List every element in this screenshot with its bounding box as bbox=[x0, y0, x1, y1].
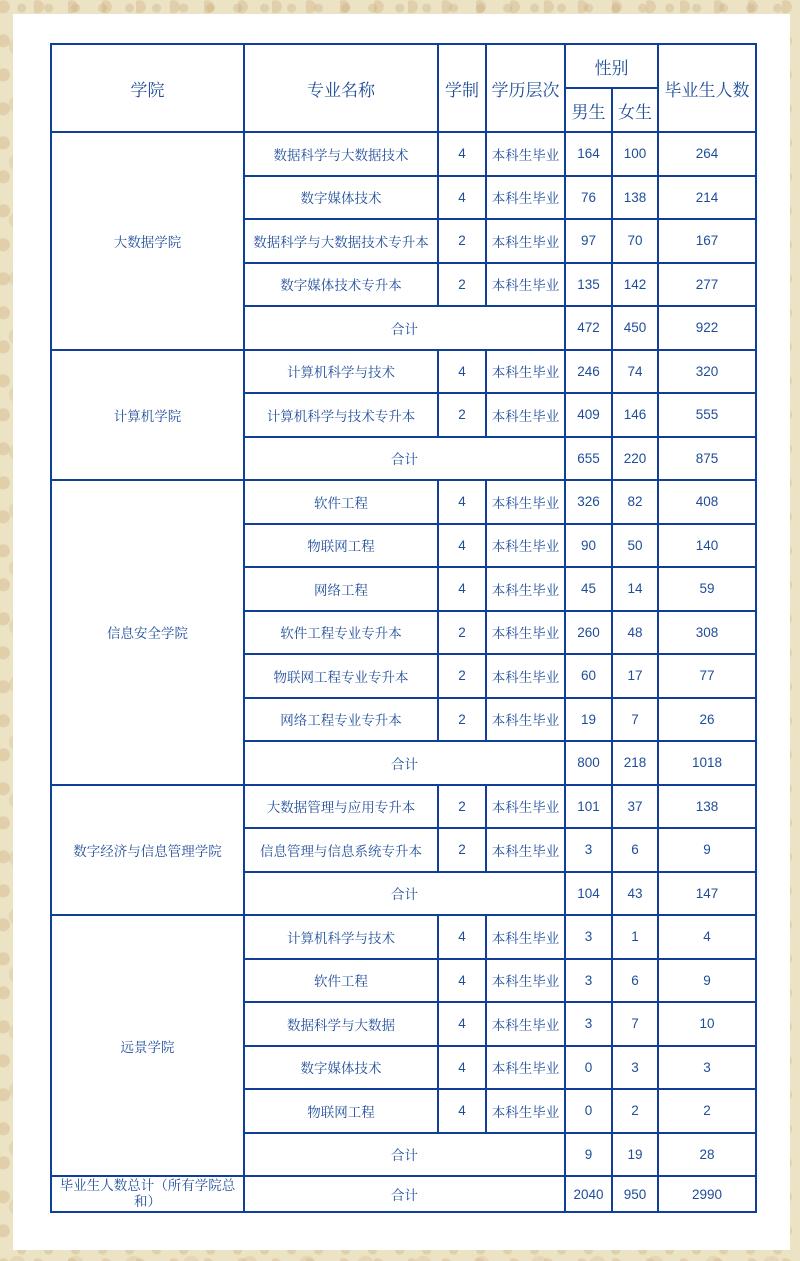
graduate-statistics-table bbox=[50, 43, 757, 1213]
major-name: 网络工程专业专升本 bbox=[244, 698, 438, 742]
male-count: 260 bbox=[565, 611, 612, 655]
female-count: 142 bbox=[612, 263, 658, 307]
major-name: 数据科学与大数据技术专升本 bbox=[244, 219, 438, 263]
male-count: 409 bbox=[565, 393, 612, 437]
male-count: 19 bbox=[565, 698, 612, 742]
graduate-count: 10 bbox=[658, 1002, 756, 1046]
major-years: 4 bbox=[438, 567, 486, 611]
major-name: 软件工程 bbox=[244, 480, 438, 524]
major-years: 2 bbox=[438, 785, 486, 829]
female-count: 14 bbox=[612, 567, 658, 611]
major-name: 数字媒体技术专升本 bbox=[244, 263, 438, 307]
subtotal-label: 合计 bbox=[244, 872, 565, 916]
male-count: 3 bbox=[565, 915, 612, 959]
graduate-count: 26 bbox=[658, 698, 756, 742]
grand-total-male: 2040 bbox=[565, 1176, 612, 1212]
graduate-count: 77 bbox=[658, 654, 756, 698]
table-row bbox=[51, 480, 756, 524]
female-count: 74 bbox=[612, 350, 658, 394]
graduate-count: 3 bbox=[658, 1046, 756, 1090]
grand-total-label: 毕业生人数总计（所有学院总和） bbox=[51, 1176, 244, 1212]
college-name: 大数据学院 bbox=[51, 132, 244, 350]
major-level: 本科生毕业 bbox=[486, 567, 565, 611]
subtotal-male: 655 bbox=[565, 437, 612, 481]
subtotal-total: 1018 bbox=[658, 741, 756, 785]
header-female: 女生 bbox=[612, 88, 658, 132]
male-count: 76 bbox=[565, 176, 612, 220]
male-count: 0 bbox=[565, 1046, 612, 1090]
major-name: 物联网工程 bbox=[244, 1089, 438, 1133]
male-count: 164 bbox=[565, 132, 612, 176]
major-years: 4 bbox=[438, 480, 486, 524]
major-level: 本科生毕业 bbox=[486, 915, 565, 959]
female-count: 6 bbox=[612, 828, 658, 872]
header-level: 学历层次 bbox=[486, 44, 565, 132]
table-row bbox=[51, 132, 756, 176]
subtotal-female: 220 bbox=[612, 437, 658, 481]
major-name: 网络工程 bbox=[244, 567, 438, 611]
major-level: 本科生毕业 bbox=[486, 480, 565, 524]
graduate-count: 214 bbox=[658, 176, 756, 220]
major-level: 本科生毕业 bbox=[486, 263, 565, 307]
male-count: 97 bbox=[565, 219, 612, 263]
grand-total-count: 2990 bbox=[658, 1176, 756, 1212]
graduate-count: 167 bbox=[658, 219, 756, 263]
graduate-count: 9 bbox=[658, 828, 756, 872]
female-count: 138 bbox=[612, 176, 658, 220]
male-count: 3 bbox=[565, 828, 612, 872]
subtotal-male: 472 bbox=[565, 306, 612, 350]
major-years: 2 bbox=[438, 654, 486, 698]
graduate-count: 140 bbox=[658, 524, 756, 568]
subtotal-label: 合计 bbox=[244, 741, 565, 785]
major-years: 2 bbox=[438, 611, 486, 655]
subtotal-label: 合计 bbox=[244, 306, 565, 350]
subtotal-female: 450 bbox=[612, 306, 658, 350]
major-level: 本科生毕业 bbox=[486, 524, 565, 568]
major-name: 软件工程 bbox=[244, 959, 438, 1003]
header-gender: 性别 bbox=[565, 44, 658, 88]
subtotal-total: 875 bbox=[658, 437, 756, 481]
header-total: 毕业生人数 bbox=[658, 44, 756, 132]
major-name: 数字媒体技术 bbox=[244, 1046, 438, 1090]
major-years: 2 bbox=[438, 263, 486, 307]
subtotal-male: 9 bbox=[565, 1133, 612, 1177]
major-years: 4 bbox=[438, 1046, 486, 1090]
major-years: 4 bbox=[438, 524, 486, 568]
subtotal-total: 28 bbox=[658, 1133, 756, 1177]
female-count: 82 bbox=[612, 480, 658, 524]
female-count: 100 bbox=[612, 132, 658, 176]
major-level: 本科生毕业 bbox=[486, 1002, 565, 1046]
female-count: 17 bbox=[612, 654, 658, 698]
major-level: 本科生毕业 bbox=[486, 698, 565, 742]
major-name: 数据科学与大数据 bbox=[244, 1002, 438, 1046]
major-level: 本科生毕业 bbox=[486, 393, 565, 437]
header-college: 学院 bbox=[51, 44, 244, 132]
major-level: 本科生毕业 bbox=[486, 785, 565, 829]
major-name: 大数据管理与应用专升本 bbox=[244, 785, 438, 829]
major-years: 4 bbox=[438, 915, 486, 959]
major-name: 数字媒体技术 bbox=[244, 176, 438, 220]
major-years: 4 bbox=[438, 176, 486, 220]
male-count: 135 bbox=[565, 263, 612, 307]
graduate-count: 555 bbox=[658, 393, 756, 437]
male-count: 3 bbox=[565, 959, 612, 1003]
male-count: 3 bbox=[565, 1002, 612, 1046]
header-row bbox=[51, 44, 756, 88]
major-name: 物联网工程专业专升本 bbox=[244, 654, 438, 698]
female-count: 2 bbox=[612, 1089, 658, 1133]
female-count: 1 bbox=[612, 915, 658, 959]
major-years: 4 bbox=[438, 1089, 486, 1133]
female-count: 3 bbox=[612, 1046, 658, 1090]
major-level: 本科生毕业 bbox=[486, 1089, 565, 1133]
male-count: 101 bbox=[565, 785, 612, 829]
graduate-count: 408 bbox=[658, 480, 756, 524]
major-level: 本科生毕业 bbox=[486, 132, 565, 176]
female-count: 50 bbox=[612, 524, 658, 568]
major-years: 2 bbox=[438, 698, 486, 742]
male-count: 0 bbox=[565, 1089, 612, 1133]
female-count: 7 bbox=[612, 698, 658, 742]
subtotal-label: 合计 bbox=[244, 437, 565, 481]
major-name: 计算机科学与技术专升本 bbox=[244, 393, 438, 437]
table-row bbox=[51, 915, 756, 959]
major-level: 本科生毕业 bbox=[486, 176, 565, 220]
grand-total-row bbox=[51, 1176, 756, 1212]
graduate-count: 308 bbox=[658, 611, 756, 655]
female-count: 6 bbox=[612, 959, 658, 1003]
graduate-count: 9 bbox=[658, 959, 756, 1003]
major-years: 2 bbox=[438, 219, 486, 263]
grand-total-sublabel: 合计 bbox=[244, 1176, 565, 1212]
graduate-count: 320 bbox=[658, 350, 756, 394]
male-count: 326 bbox=[565, 480, 612, 524]
subtotal-female: 19 bbox=[612, 1133, 658, 1177]
male-count: 90 bbox=[565, 524, 612, 568]
male-count: 60 bbox=[565, 654, 612, 698]
female-count: 37 bbox=[612, 785, 658, 829]
major-level: 本科生毕业 bbox=[486, 959, 565, 1003]
major-level: 本科生毕业 bbox=[486, 828, 565, 872]
subtotal-label: 合计 bbox=[244, 1133, 565, 1177]
female-count: 7 bbox=[612, 1002, 658, 1046]
graduate-count: 59 bbox=[658, 567, 756, 611]
header-major: 专业名称 bbox=[244, 44, 438, 132]
header-years: 学制 bbox=[438, 44, 486, 132]
subtotal-total: 922 bbox=[658, 306, 756, 350]
subtotal-male: 800 bbox=[565, 741, 612, 785]
subtotal-female: 218 bbox=[612, 741, 658, 785]
major-years: 2 bbox=[438, 828, 486, 872]
major-level: 本科生毕业 bbox=[486, 219, 565, 263]
major-years: 4 bbox=[438, 959, 486, 1003]
major-years: 4 bbox=[438, 1002, 486, 1046]
major-level: 本科生毕业 bbox=[486, 1046, 565, 1090]
major-name: 软件工程专业专升本 bbox=[244, 611, 438, 655]
table-row bbox=[51, 785, 756, 829]
college-name: 远景学院 bbox=[51, 915, 244, 1176]
graduate-count: 138 bbox=[658, 785, 756, 829]
graduate-count: 277 bbox=[658, 263, 756, 307]
female-count: 70 bbox=[612, 219, 658, 263]
major-level: 本科生毕业 bbox=[486, 654, 565, 698]
major-name: 计算机科学与技术 bbox=[244, 350, 438, 394]
header-male: 男生 bbox=[565, 88, 612, 132]
male-count: 45 bbox=[565, 567, 612, 611]
major-level: 本科生毕业 bbox=[486, 611, 565, 655]
major-years: 4 bbox=[438, 132, 486, 176]
female-count: 146 bbox=[612, 393, 658, 437]
male-count: 246 bbox=[565, 350, 612, 394]
major-years: 2 bbox=[438, 393, 486, 437]
major-name: 物联网工程 bbox=[244, 524, 438, 568]
subtotal-male: 104 bbox=[565, 872, 612, 916]
major-name: 信息管理与信息系统专升本 bbox=[244, 828, 438, 872]
major-level: 本科生毕业 bbox=[486, 350, 565, 394]
major-name: 数据科学与大数据技术 bbox=[244, 132, 438, 176]
college-name: 数字经济与信息管理学院 bbox=[51, 785, 244, 916]
major-name: 计算机科学与技术 bbox=[244, 915, 438, 959]
female-count: 48 bbox=[612, 611, 658, 655]
grand-total-female: 950 bbox=[612, 1176, 658, 1212]
subtotal-female: 43 bbox=[612, 872, 658, 916]
graduate-count: 2 bbox=[658, 1089, 756, 1133]
subtotal-total: 147 bbox=[658, 872, 756, 916]
college-name: 信息安全学院 bbox=[51, 480, 244, 785]
college-name: 计算机学院 bbox=[51, 350, 244, 481]
document-panel bbox=[13, 14, 790, 1250]
major-years: 4 bbox=[438, 350, 486, 394]
graduate-count: 4 bbox=[658, 915, 756, 959]
graduate-count: 264 bbox=[658, 132, 756, 176]
table-row bbox=[51, 350, 756, 394]
